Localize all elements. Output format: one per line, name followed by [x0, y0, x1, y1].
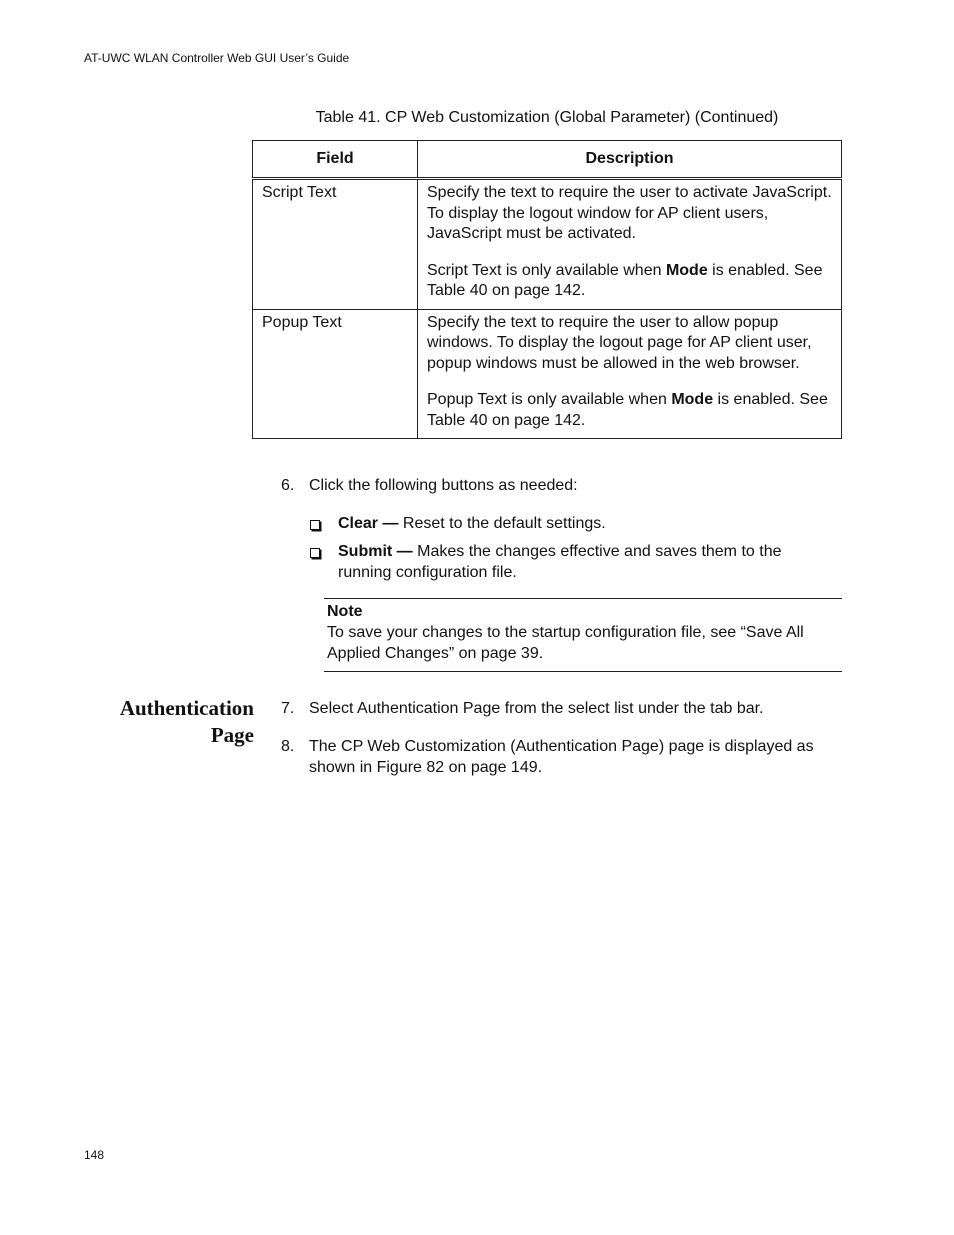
- step-number: 6.: [281, 477, 295, 494]
- step-number: 8.: [281, 738, 295, 755]
- parameter-table: [252, 140, 842, 439]
- description-cell: [418, 309, 842, 439]
- running-header: AT-UWC WLAN Controller Web GUI User’s Guide: [84, 51, 350, 65]
- field-cell: Script Text: [253, 179, 418, 310]
- table-caption: Table 41. CP Web Customization (Global Parameter) (Continued): [315, 109, 779, 126]
- note-box: [324, 598, 842, 672]
- table-row: [253, 309, 842, 439]
- description-cell: [418, 179, 842, 310]
- note-body: To save your changes to the startup configuration file, see “Save All Applied Changes” on page 39.: [327, 624, 804, 662]
- mode-term: Mode: [671, 391, 714, 408]
- description-paragraph: Script Text is only available when Mode is enabled. See Table 40 on page 142.: [427, 261, 823, 299]
- column-header-description: Description: [418, 141, 842, 179]
- page-number: 148: [84, 1148, 105, 1162]
- bullet-label: Submit —: [338, 543, 413, 560]
- square-bullet-icon: [310, 520, 320, 530]
- column-header-field: Field: [253, 141, 418, 179]
- field-cell: Popup Text: [253, 309, 418, 439]
- bullet-text: Reset to the default settings.: [398, 515, 606, 532]
- table-row: [253, 179, 842, 310]
- mode-term: Mode: [665, 261, 708, 279]
- step-text: The CP Web Customization (Authentication Page) page is displayed as shown in Figure 82 on page 149.: [309, 738, 814, 776]
- note-title: Note: [327, 603, 363, 620]
- step-text: Select Authentication Page from the select list under the tab bar.: [309, 700, 764, 717]
- square-bullet-icon: [310, 548, 320, 558]
- bullet-label: Clear —: [338, 515, 399, 532]
- section-heading: Authentication Page: [119, 696, 254, 747]
- table-header-row: [253, 141, 842, 179]
- description-paragraph: Specify the text to require the user to allow popup windows. To display the logout page for AP client user, popup windows must be allowed in the web browser.: [427, 313, 812, 372]
- description-paragraph: Popup Text is only available when Mode is enabled. See Table 40 on page 142.: [427, 391, 828, 429]
- step-text: Click the following buttons as needed:: [309, 477, 578, 494]
- description-paragraph: Specify the text to require the user to activate JavaScript. To display the logout window for AP client users, JavaScript must be activated.: [427, 184, 832, 242]
- step-number: 7.: [281, 700, 295, 717]
- bullet-text: Makes the changes effective and saves them to the running configuration file.: [338, 543, 782, 581]
